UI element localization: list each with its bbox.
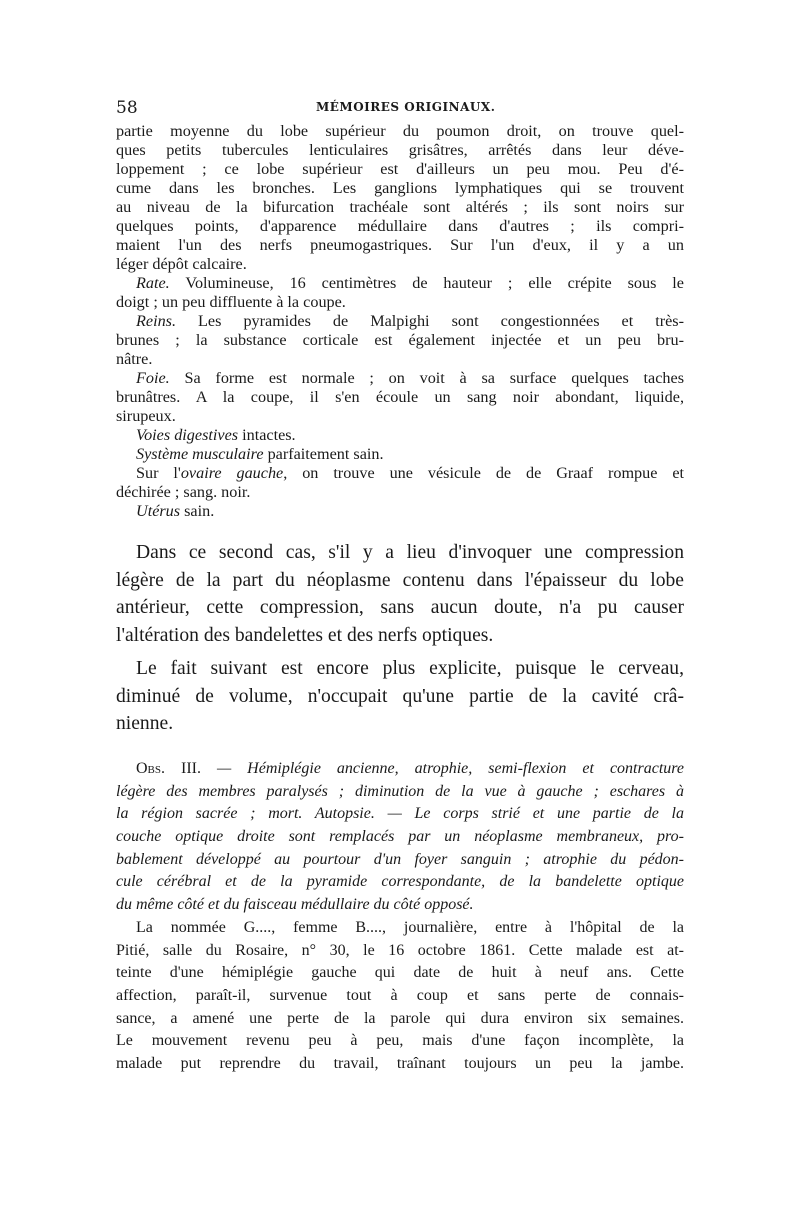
uterus-line bbox=[116, 502, 684, 521]
ovaire-line bbox=[116, 464, 684, 483]
ovaire-pre: Sur l' bbox=[136, 464, 181, 482]
obs-label: Obs. III. bbox=[136, 759, 201, 777]
text-line: l'altération des bandelettes et des nerfs optiques. bbox=[116, 625, 494, 647]
text-line: teinte d'une hémiplégie gauche qui date de huit à neuf ans. Cette bbox=[116, 964, 684, 982]
document-page bbox=[116, 98, 684, 1076]
text-line: cule cérébral et de la pyramide correspondante, de la bandelette optique bbox=[116, 873, 684, 891]
observation-section bbox=[116, 758, 684, 1076]
text-line: la région sacrée ; mort. Autopsie. — Le corps strié et une partie de la bbox=[116, 805, 684, 823]
voies-line bbox=[116, 426, 684, 445]
ovaire-label: ovaire gauche bbox=[180, 464, 284, 482]
text-line: sirupeux. bbox=[116, 407, 176, 425]
text-line: brunes ; la substance corticale est également injectée et un peu bru- bbox=[116, 331, 684, 349]
text-line: affection, paraît-il, survenue tout à coup et sans perte de connais- bbox=[116, 986, 684, 1004]
uterus-text: sain. bbox=[180, 502, 215, 520]
text-line: sance, a amené une perte de la parole qui dura environ six semaines. bbox=[116, 1009, 684, 1027]
rate-line bbox=[116, 274, 684, 293]
text-line: du même côté et du faisceau médullaire du côté opposé. bbox=[116, 896, 474, 914]
commentary-section bbox=[116, 539, 684, 738]
text-line: Pitié, salle du Rosaire, n° 30, le 16 octobre 1861. Cette malade est at- bbox=[116, 941, 684, 959]
obs-title-text: — Hémiplégie ancienne, atrophie, semi-flexion et contracture bbox=[200, 759, 684, 777]
voies-label: Voies digestives bbox=[136, 426, 239, 444]
text-line: maient l'un des nerfs pneumogastriques. Sur l'un d'eux, il y a un bbox=[116, 236, 684, 254]
systeme-line bbox=[116, 445, 684, 464]
text-line: cume dans les bronches. Les ganglions lymphatiques qui se trouvent bbox=[116, 179, 684, 197]
text-line: doigt ; un peu diffluente à la coupe. bbox=[116, 293, 346, 311]
reins-text: Les pyramides de Malpighi sont congestionnées et très- bbox=[176, 312, 684, 330]
voies-text: intactes. bbox=[238, 426, 296, 444]
page-number: 58 bbox=[116, 98, 138, 118]
text-line: léger dépôt calcaire. bbox=[116, 255, 247, 273]
text-line: La nommée G...., femme B...., journalière, entre à l'hôpital de la bbox=[136, 918, 684, 936]
text-line: quelques points, d'apparence médullaire dans d'autres ; ils compri- bbox=[116, 217, 684, 235]
text-line: Le fait suivant est encore plus explicite, puisque le cerveau, bbox=[136, 657, 684, 679]
text-line: diminué de volume, n'occupait qu'une partie de la cavité crâ- bbox=[116, 685, 684, 707]
text-line: Dans ce second cas, s'il y a lieu d'invoquer une compression bbox=[136, 542, 684, 563]
text-line: antérieur, cette compression, sans aucun doute, n'a pu causer bbox=[116, 597, 684, 619]
text-line: légère de la part du néoplasme contenu dans l'épaisseur du lobe bbox=[116, 569, 684, 591]
autopsy-section bbox=[116, 122, 684, 521]
ovaire-text: , on trouve une vésicule de de Graaf rompue et bbox=[283, 464, 685, 482]
commentary-paragraph bbox=[116, 655, 684, 738]
foie-text: Sa forme est normale ; on voit à sa surface quelques taches bbox=[169, 369, 684, 387]
text-line: nienne. bbox=[116, 713, 174, 735]
text-line: malade put reprendre du travail, traînant toujours un peu la jambe. bbox=[116, 1055, 684, 1073]
text-line: Le mouvement revenu peu à peu, mais d'une façon incomplète, la bbox=[116, 1032, 684, 1050]
reins-label: Reins. bbox=[136, 312, 177, 330]
obs-title-line bbox=[116, 758, 684, 781]
text-line: ques petits tubercules lenticulaires grisâtres, arrêtés dans leur déve- bbox=[116, 141, 684, 159]
systeme-label: Système musculaire bbox=[136, 445, 264, 463]
text-line: déchirée ; sang. noir. bbox=[116, 483, 251, 501]
text-line: couche optique droite sont remplacés par un néoplasme membraneux, pro- bbox=[116, 828, 684, 846]
foie-line bbox=[116, 369, 684, 388]
uterus-label: Utérus bbox=[136, 502, 181, 520]
foie-label: Foie. bbox=[136, 369, 170, 387]
text-line: partie moyenne du lobe supérieur du poumon droit, on trouve quel- bbox=[116, 122, 684, 140]
page-header bbox=[116, 98, 684, 122]
systeme-text: parfaitement sain. bbox=[263, 445, 384, 463]
text-line: légère des membres paralysés ; diminution de la vue à gauche ; eschares à bbox=[116, 782, 684, 800]
rate-text: Volumineuse, 16 centimètres de hauteur ; elle crépite sous le bbox=[169, 274, 684, 292]
reins-line bbox=[116, 312, 684, 331]
running-head: MÉMOIRES ORIGINAUX. bbox=[316, 100, 496, 114]
text-line: bablement développé au pourtour d'un foyer sanguin ; atrophie du pédon- bbox=[116, 850, 684, 868]
text-line: loppement ; ce lobe supérieur est d'ailleurs un peu mou. Peu d'é- bbox=[116, 160, 684, 178]
rate-label: Rate. bbox=[136, 274, 170, 292]
text-line: brunâtres. A la coupe, il s'en écoule un sang noir abondant, liquide, bbox=[116, 388, 684, 406]
text-line: au niveau de la bifurcation trachéale sont altérés ; ils sont noirs sur bbox=[116, 198, 684, 216]
text-line: nâtre. bbox=[116, 350, 153, 368]
